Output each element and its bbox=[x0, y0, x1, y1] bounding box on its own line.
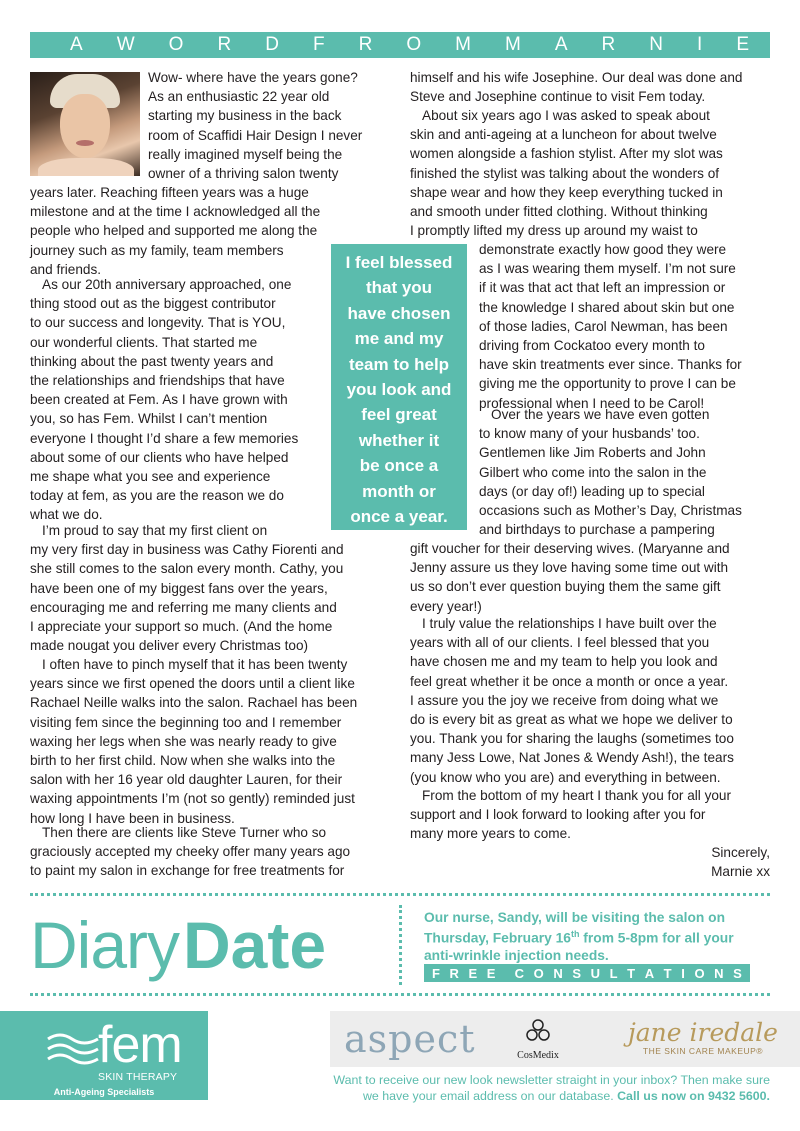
banner-letter: W bbox=[116, 34, 136, 55]
text-line: about some of our clients who have helped bbox=[30, 449, 289, 465]
text-line: I assure you the joy we receive from doing what we bbox=[410, 692, 719, 708]
text-line: driving from Cockatoo every month to bbox=[479, 338, 705, 354]
text-line: really imagined myself being the bbox=[148, 146, 343, 162]
consult-letter: R bbox=[449, 965, 459, 981]
banner-letter: O bbox=[406, 34, 423, 55]
signoff-line: Sincerely, bbox=[711, 845, 770, 860]
text-line: Gentlemen like Jim Roberts and John bbox=[479, 445, 706, 461]
cosmedix-text: CosMedix bbox=[517, 1050, 559, 1061]
quote-line: be once a bbox=[359, 456, 439, 476]
column-right-p2 bbox=[410, 106, 775, 240]
consult-letter: L bbox=[609, 965, 618, 981]
date-word: Date bbox=[183, 908, 327, 982]
text-line: to our success and longevity. That is YOU, bbox=[30, 315, 286, 331]
text-line: if it was that act that left an impression or bbox=[479, 280, 726, 296]
text-line: and smooth under fitted clothing. Without thinking bbox=[410, 204, 708, 220]
column-right-p5 bbox=[410, 786, 775, 844]
text-line: every year!) bbox=[410, 598, 482, 614]
text-line: I promptly lifted my dress up around my waist to bbox=[410, 223, 698, 239]
text-line: (you know who you are) and everything in between. bbox=[410, 769, 721, 785]
text-line: himself and his wife Josephine. Our deal was done and bbox=[410, 70, 743, 85]
text-line: room of Scaffidi Hair Design I never bbox=[148, 127, 363, 143]
text-line: and friends. bbox=[30, 261, 102, 277]
text-line: of those ladies, Carol Newman, has been bbox=[479, 318, 728, 334]
column-left-p5 bbox=[30, 823, 400, 881]
consult-letter: S bbox=[733, 965, 742, 981]
column-right-p2b bbox=[479, 240, 774, 413]
fem-wordmark: fem bbox=[98, 1016, 182, 1074]
text-line: thinking about the past twenty years and bbox=[30, 353, 274, 369]
text-line: Rachael Neille walks into the salon. Rachael has been bbox=[30, 695, 358, 711]
text-line: visiting fem since the beginning too and I remember bbox=[30, 714, 342, 730]
consult-letter: F bbox=[432, 965, 440, 981]
waves-icon bbox=[46, 1029, 100, 1069]
text-line: I truly value the relationships I have built over the bbox=[422, 616, 717, 631]
quote-line: have chosen bbox=[347, 303, 451, 323]
quote-line: I feel blessed bbox=[345, 253, 453, 272]
quote-line: feel great bbox=[361, 405, 437, 425]
consult-letter: O bbox=[694, 965, 705, 981]
text-line: shape wear and how they keep everything tucked in bbox=[410, 184, 723, 200]
text-line: years later. Reaching fifteen years was a huge bbox=[30, 185, 309, 200]
text-line: I’m proud to say that my first client on bbox=[42, 523, 268, 538]
quote-line: team to help bbox=[348, 354, 450, 374]
banner-letter: A bbox=[70, 34, 84, 55]
footer-cta bbox=[270, 1072, 770, 1104]
text-line: encouraging me and referring me many clients and bbox=[30, 599, 337, 615]
quote-line: whether it bbox=[358, 430, 440, 450]
notice-line-2: Thursday, February 16th from 5-8pm for all your bbox=[424, 929, 734, 946]
text-line: how long I have been in business. bbox=[30, 810, 235, 826]
text-line: I often have to pinch myself that it has been twenty bbox=[42, 657, 348, 672]
text-line: Then there are clients like Steve Turner who so bbox=[42, 825, 327, 840]
column-right-p3b bbox=[410, 539, 775, 616]
text-line: the knowledge I shared about skin but one bbox=[479, 299, 735, 315]
text-line: she still comes to the salon every month. Cathy, you bbox=[30, 561, 344, 577]
quote-line: once a year. bbox=[350, 507, 448, 527]
text-line: About six years ago I was asked to speak about bbox=[422, 108, 710, 123]
nurse-notice bbox=[424, 909, 764, 964]
text-line: feel great whether it be once a month or once a year. bbox=[410, 673, 729, 689]
banner-letter: O bbox=[168, 34, 185, 55]
text-line: us so don’t ever question buying them the same gift bbox=[410, 579, 721, 595]
text-line: many Jess Lowe, Nat Jones & Wendy Ash!), the tears bbox=[410, 750, 734, 766]
notice-line-3: anti-wrinkle injection needs. bbox=[424, 947, 609, 963]
diary-date-heading bbox=[30, 908, 327, 982]
text-line: what we do. bbox=[30, 507, 103, 523]
notice-line-1: Our nurse, Sandy, will be visiting the salon on bbox=[424, 910, 726, 925]
section-banner bbox=[30, 32, 770, 58]
text-line: gift voucher for their deserving wives. (Maryanne and bbox=[410, 541, 730, 556]
divider-bottom bbox=[30, 993, 770, 996]
banner-letter: A bbox=[554, 34, 569, 55]
text-line: Steve and Josephine continue to visit Fem today. bbox=[410, 89, 706, 105]
quote-line: month or bbox=[362, 481, 436, 501]
text-line: and birthdays to purchase a pampering bbox=[479, 522, 715, 538]
banner-letter: R bbox=[601, 34, 617, 55]
text-line: birth to her first child. Now when she walks into the bbox=[30, 753, 336, 769]
text-line: everyone I thought I’d share a few memories bbox=[30, 430, 299, 446]
text-line: many more years to come. bbox=[410, 826, 571, 842]
text-line: Jenny assure us they love having some time out with bbox=[410, 560, 729, 576]
text-line: made nougat you deliver every Christmas too) bbox=[30, 638, 309, 654]
quote-line: me and my bbox=[354, 329, 444, 349]
text-line: professional when I need to be Carol! bbox=[479, 395, 705, 411]
text-line: waxing her legs when she was nearly ready to give bbox=[30, 733, 337, 749]
banner-letter: D bbox=[265, 34, 280, 55]
column-left-p4 bbox=[30, 655, 400, 828]
text-line: been created at Fem. As I have grown with bbox=[30, 392, 288, 408]
consult-letter: N bbox=[553, 965, 563, 981]
consult-letter: U bbox=[590, 965, 600, 981]
column-right-p1 bbox=[410, 68, 775, 106]
author-photo bbox=[30, 72, 140, 176]
photo-shoulders bbox=[38, 158, 134, 176]
consult-letter: N bbox=[714, 965, 724, 981]
quote-line: you look and bbox=[346, 380, 452, 400]
cosmedix-logo bbox=[506, 1019, 570, 1061]
text-line: demonstrate exactly how good they were bbox=[479, 242, 727, 257]
column-left-intro bbox=[148, 68, 388, 183]
text-line: you. Thank you for sharing the laughs (sometimes too bbox=[410, 731, 734, 747]
banner-letter: R bbox=[358, 34, 374, 55]
text-line: skin and anti-ageing at a luncheon for about twelve bbox=[410, 127, 717, 143]
signoff bbox=[711, 843, 770, 881]
text-line: as I was wearing them myself. I’m not sure bbox=[479, 261, 736, 277]
text-line: As our 20th anniversary approached, one bbox=[42, 277, 292, 292]
consult-letter: T bbox=[627, 965, 636, 981]
fem-logo bbox=[0, 1011, 208, 1100]
diary-word: Diary bbox=[30, 908, 180, 982]
text-line: waxing appointments I’m (not so gently) reminded just bbox=[30, 791, 355, 807]
footer-line-1: Want to receive our new look newsletter straight in your inbox? Then make sure bbox=[333, 1073, 770, 1087]
banner-letter: R bbox=[217, 34, 233, 55]
text-line: me shape what you see and experience bbox=[30, 469, 271, 485]
text-line: have skin treatments ever since. Thanks for bbox=[479, 357, 742, 373]
consult-letter: T bbox=[663, 965, 672, 981]
text-line: Over the years we have even gotten bbox=[491, 407, 710, 422]
consult-letter: E bbox=[486, 965, 496, 981]
text-line: do is every bit as great as what we hope we deliver to bbox=[410, 712, 733, 728]
text-line: Gilbert who come into the salon in the bbox=[479, 464, 707, 480]
text-line: you, so has Fem. Whilst I can’t mention bbox=[30, 411, 268, 427]
text-line: I appreciate your support so much. (And the home bbox=[30, 619, 333, 635]
banner-letter: N bbox=[649, 34, 664, 55]
banner-letter: M bbox=[455, 34, 472, 55]
text-line: years with all of our clients. I feel blessed that you bbox=[410, 635, 710, 651]
text-line: days (or day of!) leading up to special bbox=[479, 483, 705, 499]
consult-letter: E bbox=[468, 965, 478, 981]
text-line: thing stood out as the biggest contributor bbox=[30, 296, 276, 312]
text-line: have been one of my biggest fans over the years, bbox=[30, 580, 328, 596]
text-line: giving me the opportunity to prove I can be bbox=[479, 376, 736, 392]
consult-letter: A bbox=[644, 965, 655, 981]
photo-face bbox=[60, 94, 110, 158]
text-line: salon with her 16 year old daughter Lauren, for their bbox=[30, 772, 343, 788]
column-left-p3 bbox=[30, 521, 390, 655]
text-line: the relationships and friendships that have bbox=[30, 373, 285, 389]
fem-subtitle: SKIN THERAPY bbox=[98, 1071, 178, 1083]
text-line: my very first day in business was Cathy Fiorenti and bbox=[30, 542, 344, 558]
text-line: years since we first opened the doors until a client like bbox=[30, 676, 355, 692]
consult-letter: O bbox=[533, 965, 544, 981]
jane-iredale-tagline: THE SKIN CARE MAKEUP® bbox=[642, 1046, 764, 1056]
text-line: support and I look forward to looking after you for bbox=[410, 807, 706, 823]
aspect-logo: aspect bbox=[344, 1017, 476, 1061]
text-line: milestone and at the time I acknowledged all the bbox=[30, 204, 321, 220]
text-line: graciously accepted my cheeky offer many years ago bbox=[30, 844, 351, 860]
text-line: people who helped and supported me along the bbox=[30, 223, 318, 239]
column-left-p2 bbox=[30, 275, 330, 525]
text-line: Wow- where have the years gone? bbox=[148, 70, 358, 85]
text-line: our wonderful clients. That started me bbox=[30, 334, 258, 350]
jane-iredale-name: jane iredale bbox=[628, 1018, 778, 1047]
free-consultations-badge bbox=[424, 964, 750, 982]
brand-logos bbox=[330, 1011, 800, 1067]
banner-letter: F bbox=[312, 34, 326, 55]
text-line: occasions such as Mother’s Day, Christmas bbox=[479, 503, 742, 519]
divider-top bbox=[30, 893, 770, 896]
banner-letter: I bbox=[697, 34, 704, 55]
text-line: From the bottom of my heart I thank you for all your bbox=[422, 788, 732, 803]
text-line: women alongside a fashion stylist. After my slot was bbox=[410, 146, 723, 162]
column-right-p4 bbox=[410, 614, 775, 787]
text-line: journey such as my family, team members bbox=[30, 242, 284, 258]
consult-letter: S bbox=[572, 965, 582, 981]
banner-letter: E bbox=[736, 34, 750, 55]
fem-tagline: Anti-Ageing Specialists bbox=[53, 1087, 155, 1097]
quote-line: that you bbox=[365, 278, 433, 298]
text-line: to know many of your husbands’ too. bbox=[479, 426, 700, 442]
photo-lips bbox=[76, 140, 94, 146]
column-right-p3a bbox=[479, 405, 774, 539]
text-line: have chosen me and my team to help you look and bbox=[410, 654, 718, 670]
jane-iredale-logo bbox=[628, 1019, 778, 1056]
text-line: finished the stylist was talking about the wonders of bbox=[410, 165, 720, 181]
cosmedix-icon bbox=[525, 1019, 551, 1043]
text-line: to paint my salon in exchange for free treatments for bbox=[30, 863, 345, 879]
text-line: starting my business in the back bbox=[148, 108, 342, 124]
text-line: owner of a thriving salon twenty bbox=[148, 166, 339, 182]
text-line: today at fem, as you are the reason we do bbox=[30, 488, 284, 504]
phone-number[interactable]: Call us now on 9432 5600. bbox=[617, 1089, 770, 1103]
divider-vertical bbox=[399, 905, 402, 985]
consult-letter: I bbox=[681, 965, 685, 981]
pull-quote bbox=[331, 244, 467, 530]
banner-letter: M bbox=[504, 34, 522, 55]
signoff-line: Marnie xx bbox=[711, 864, 770, 880]
footer-line-2: we have your email address on our database. Call us now on 9432 5600. bbox=[362, 1089, 770, 1103]
text-line: As an enthusiastic 22 year old bbox=[148, 89, 330, 105]
consult-letter: C bbox=[514, 965, 525, 981]
